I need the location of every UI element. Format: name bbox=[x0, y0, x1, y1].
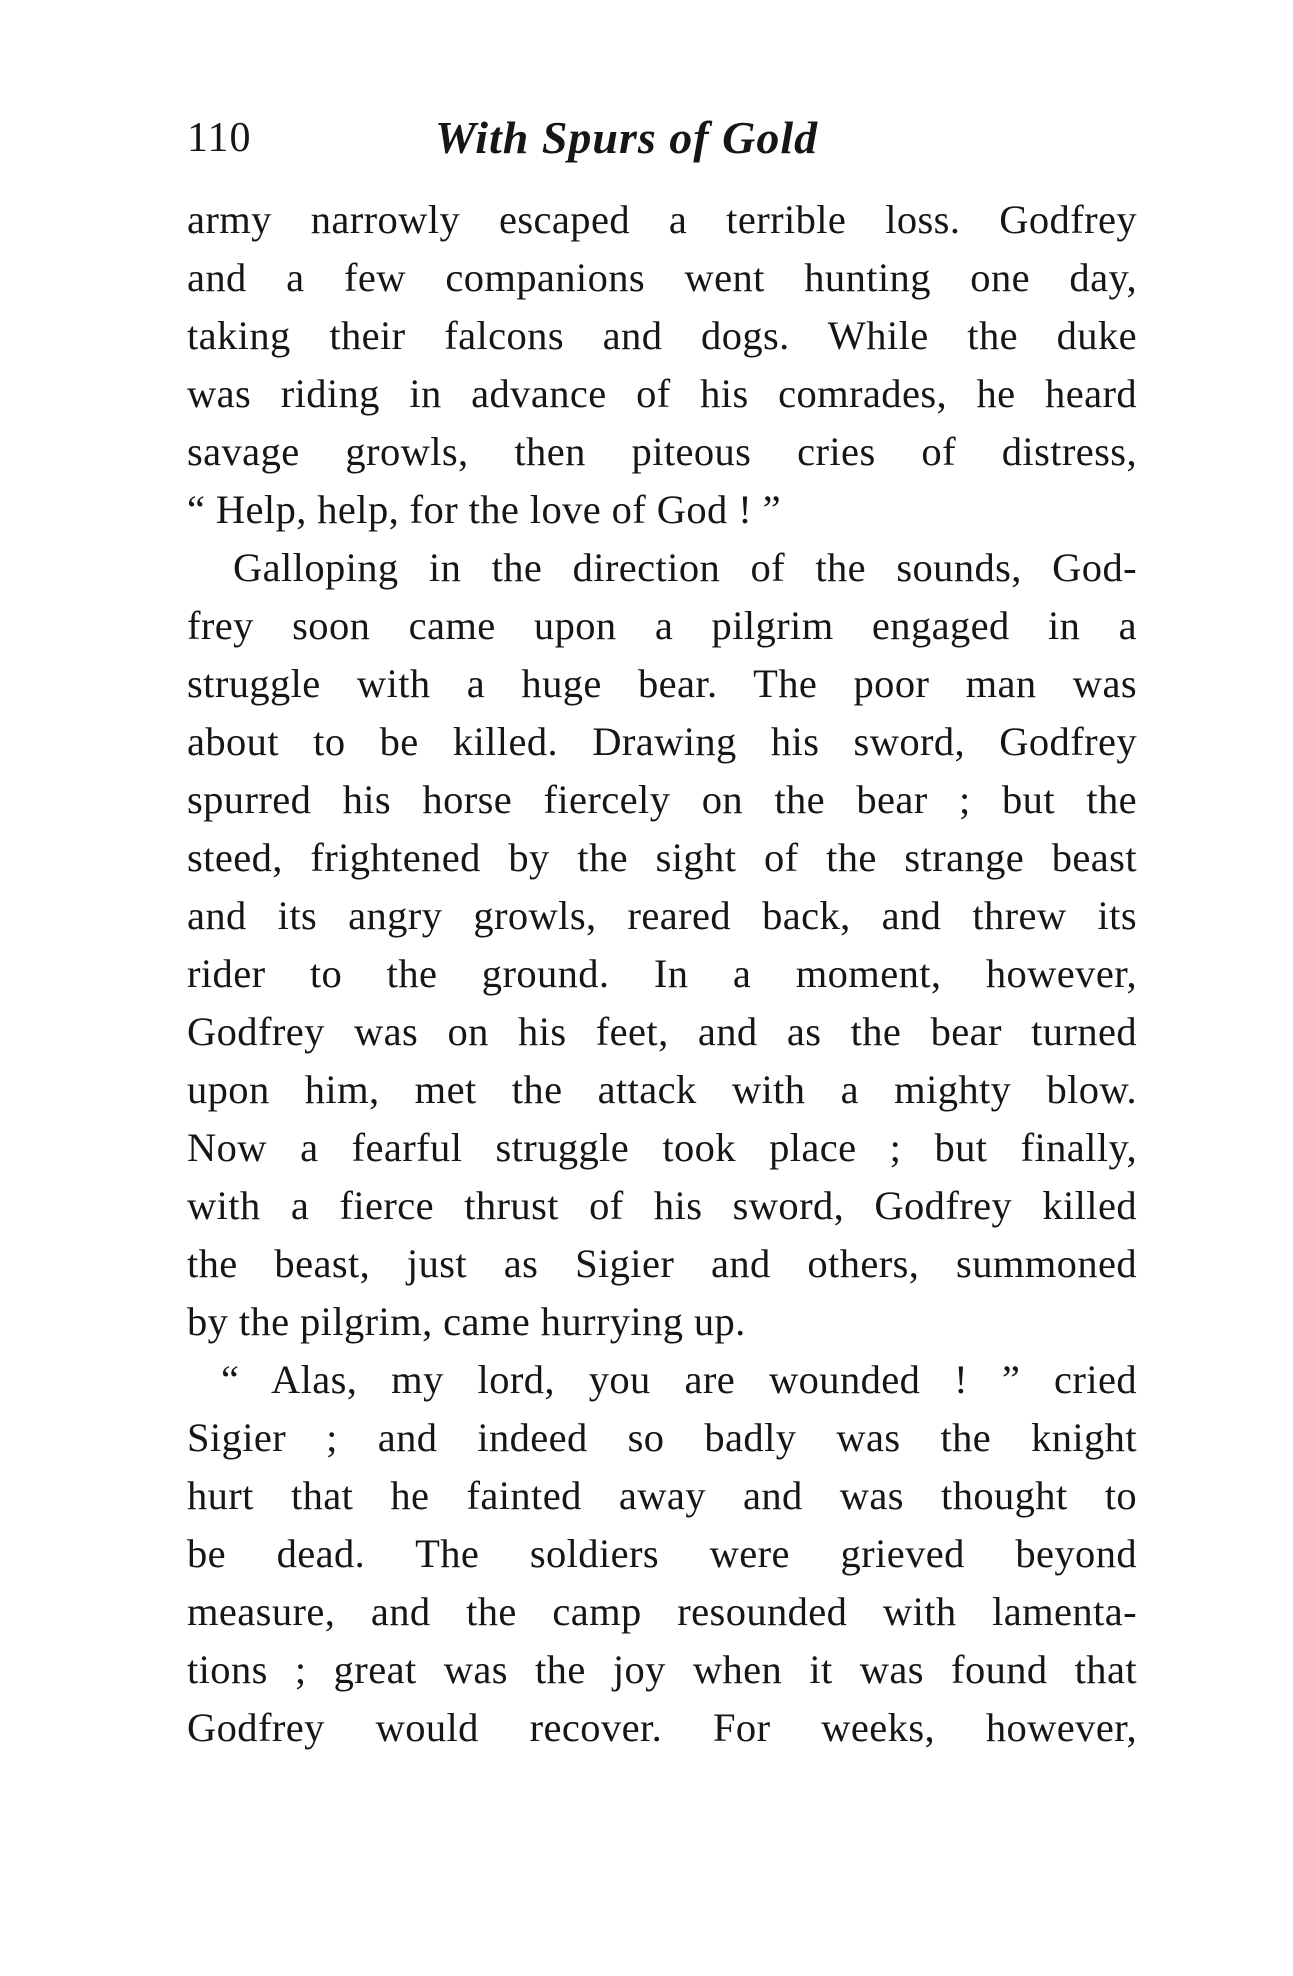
book-title: With Spurs of Gold bbox=[435, 112, 819, 163]
text-line: taking their falcons and dogs. While the duke bbox=[187, 313, 1137, 358]
text-line: “ Alas, my lord, you are wounded ! ” cried bbox=[221, 1357, 1137, 1402]
text-line: “ Help, help, for the love of God ! ” bbox=[187, 487, 781, 532]
text-line: rider to the ground. In a moment, however, bbox=[187, 951, 1137, 996]
text-line: about to be killed. Drawing his sword, Godfrey bbox=[187, 719, 1137, 764]
text-line: struggle with a huge bear. The poor man was bbox=[187, 661, 1137, 706]
text-line: frey soon came upon a pilgrim engaged in a bbox=[187, 603, 1137, 648]
page-number: 110 bbox=[187, 115, 252, 161]
body-text bbox=[187, 191, 1137, 1757]
text-line: and its angry growls, reared back, and threw its bbox=[187, 893, 1137, 938]
text-line: by the pilgrim, came hurrying up. bbox=[187, 1299, 746, 1344]
text-line: Godfrey was on his feet, and as the bear turned bbox=[187, 1009, 1137, 1054]
text-line: savage growls, then piteous cries of distress, bbox=[187, 429, 1137, 474]
text-line: steed, frightened by the sight of the strange beast bbox=[187, 835, 1137, 880]
text-line: with a fierce thrust of his sword, Godfrey killed bbox=[187, 1183, 1137, 1228]
text-line: Godfrey would recover. For weeks, however, bbox=[187, 1705, 1137, 1750]
text-line: and a few companions went hunting one day, bbox=[187, 255, 1137, 300]
text-line: hurt that he fainted away and was thought to bbox=[187, 1473, 1137, 1518]
text-line: was riding in advance of his comrades, he heard bbox=[187, 371, 1137, 416]
text-line: spurred his horse fiercely on the bear ; but the bbox=[187, 777, 1137, 822]
text-line: Sigier ; and indeed so badly was the knight bbox=[187, 1415, 1137, 1460]
text-line: be dead. The soldiers were grieved beyond bbox=[187, 1531, 1137, 1576]
text-line: tions ; great was the joy when it was found that bbox=[187, 1647, 1137, 1692]
text-line: Galloping in the direction of the sounds, God- bbox=[233, 545, 1137, 590]
text-line: army narrowly escaped a terrible loss. Godfrey bbox=[187, 197, 1137, 242]
text-line: the beast, just as Sigier and others, summoned bbox=[187, 1241, 1137, 1286]
text-line: upon him, met the attack with a mighty blow. bbox=[187, 1067, 1137, 1112]
running-head bbox=[187, 108, 1137, 168]
text-line: measure, and the camp resounded with lamenta- bbox=[187, 1589, 1137, 1634]
text-line: Now a fearful struggle took place ; but finally, bbox=[187, 1125, 1137, 1170]
